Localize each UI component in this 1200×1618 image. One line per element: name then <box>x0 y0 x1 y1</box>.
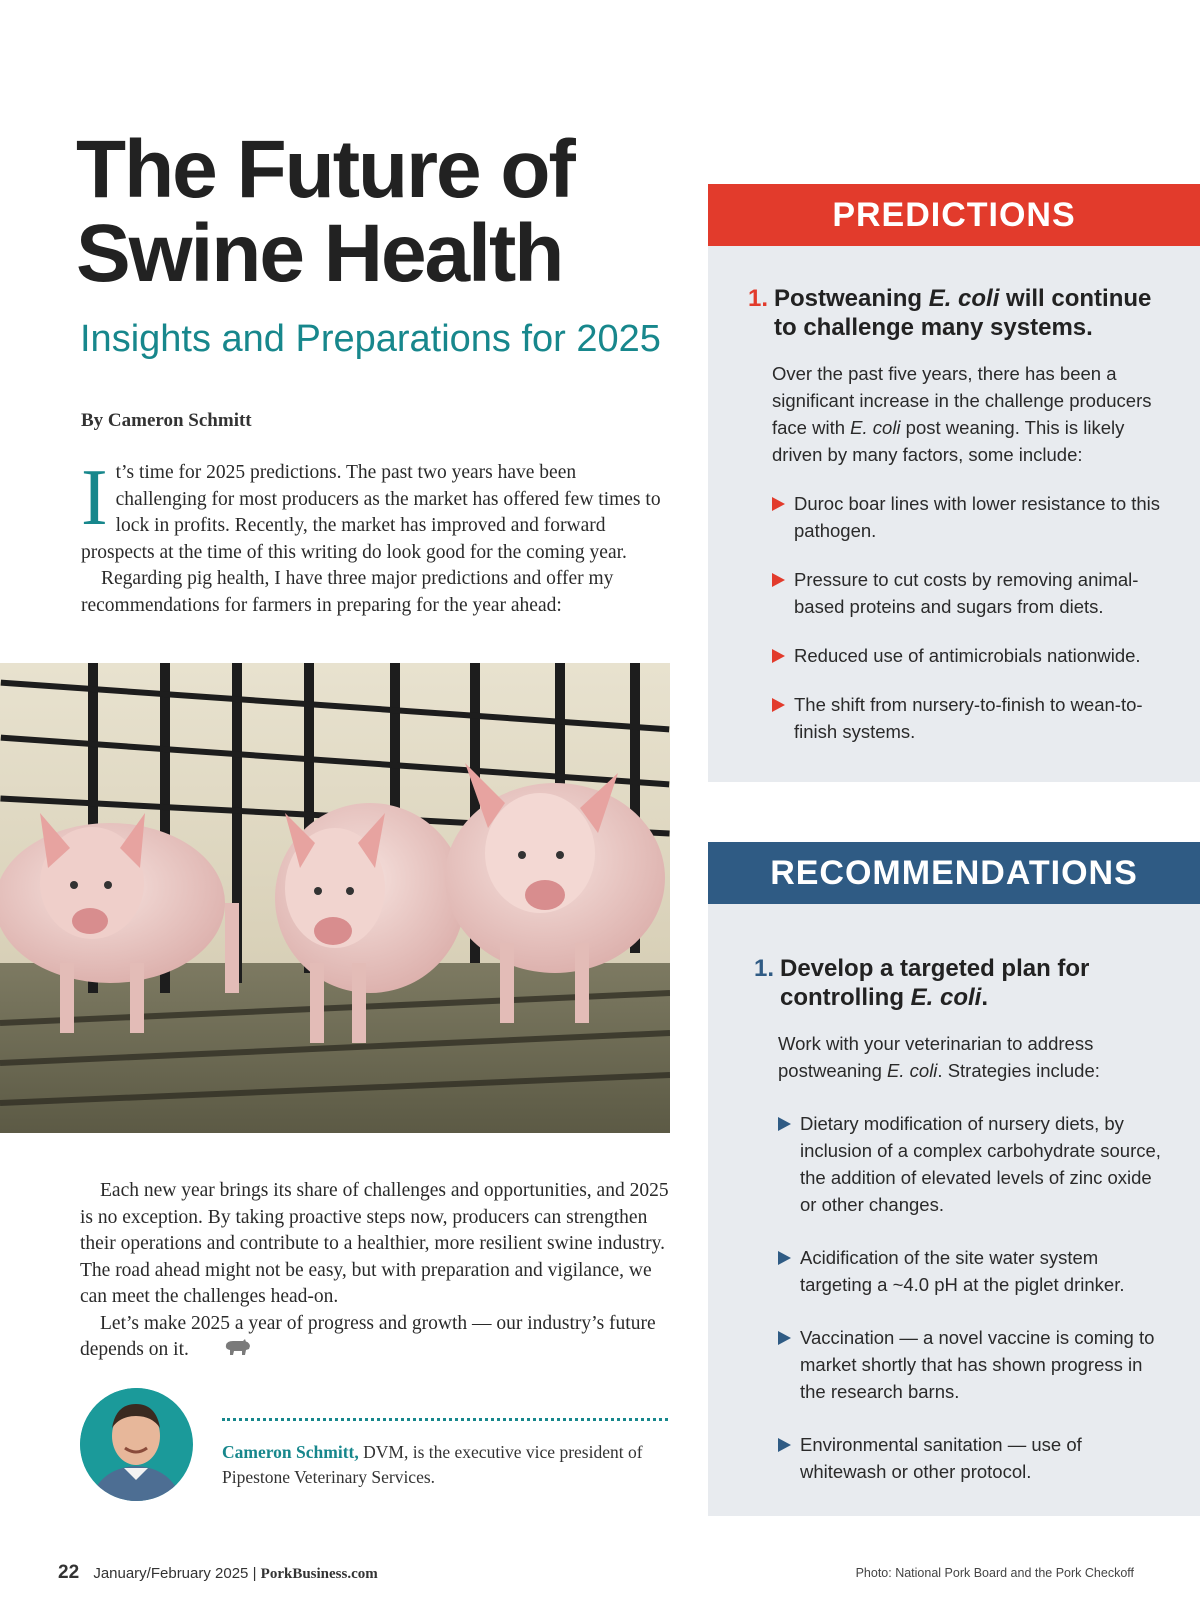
recommendation-bullet <box>778 1244 1170 1298</box>
prediction-title-part-1: Postweaning <box>774 285 929 312</box>
triangle-bullet-icon <box>778 1117 791 1131</box>
prediction-number: 1. <box>748 285 769 312</box>
triangle-bullet-icon <box>772 698 785 712</box>
page-footer <box>58 1562 378 1584</box>
recommendations-panel <box>708 842 1200 1516</box>
prediction-bullets <box>772 490 1170 745</box>
author-avatar <box>80 1388 193 1501</box>
page-number: 22 <box>58 1562 80 1583</box>
closing-paragraph-1: Each new year brings its share of challenges and opportunities, and 2025 is no exception. By taking proactive steps now, producers can strengthen their operations and contribute to a healthier, more resilient swine industry. The road ahead might not be easy, but with preparation and vigilance, we can meet the challenges head-on. <box>80 1180 669 1307</box>
prediction-item-title <box>748 284 1170 342</box>
recommendation-title-emphasis: E. coli <box>910 984 982 1011</box>
issue-date: January/February 2025 <box>93 1565 249 1582</box>
bullet-text: Reduced use of antimicrobials nationwide. <box>794 645 1141 666</box>
recommendation-number: 1. <box>754 955 775 982</box>
pig-icon <box>203 1339 251 1366</box>
recommendation-title-part-2: . <box>981 984 989 1011</box>
triangle-bullet-icon <box>778 1438 791 1452</box>
intro-paragraph-1-text: t’s time for 2025 predictions. The past two years have been challenging for most producers as the market has offered few times to lock in profits. Recently, the market has improved and forward prospects at the time of this writing do look good for the coming year. <box>81 462 661 563</box>
bullet-text: Dietary modification of nursery diets, by inclusion of a complex carbohydrate source, the addition of elevated levels of zinc oxide or other changes. <box>800 1113 1161 1215</box>
prediction-title-part-2: will continue to challenge many systems. <box>774 285 1152 341</box>
author-bio <box>222 1440 662 1490</box>
triangle-bullet-icon <box>772 649 785 663</box>
prediction-text-part-2: post weaning. This is likely driven by many factors, some include: <box>772 417 1125 465</box>
intro-text <box>81 454 671 619</box>
prediction-bullet <box>772 566 1170 620</box>
divider <box>222 1418 668 1421</box>
footer-separator: | <box>252 1565 257 1582</box>
title-line-1: The Future of <box>76 124 574 215</box>
drop-cap: I <box>81 454 108 542</box>
closing-text <box>80 1178 680 1366</box>
intro-paragraph-2: Regarding pig health, I have three major predictions and offer my recommendations for farmers in preparing for the year ahead: <box>81 568 614 616</box>
triangle-bullet-icon <box>772 573 785 587</box>
recommendations-header: RECOMMENDATIONS <box>708 842 1200 904</box>
prediction-description <box>772 360 1170 468</box>
bullet-text: Vaccination — a novel vaccine is coming to market shortly that has shown progress in the research barns. <box>800 1327 1155 1402</box>
prediction-title-emphasis: E. coli <box>928 285 1000 312</box>
triangle-bullet-icon <box>778 1331 791 1345</box>
prediction-bullet <box>772 642 1170 669</box>
recommendation-bullet <box>778 1431 1170 1485</box>
bullet-text: Duroc boar lines with lower resistance to this pathogen. <box>794 493 1161 541</box>
recommendation-bullet <box>778 1110 1170 1218</box>
prediction-text-part-1: Over the past five years, there has been a significant increase in the challenge producers face with <box>772 363 1152 438</box>
closing-paragraph-2-text: Let’s make 2025 a year of progress and growth — our industry’s future depends on it. <box>80 1312 656 1360</box>
byline: By Cameron Schmitt <box>81 410 252 431</box>
photo-credit: Photo: National Pork Board and the Pork Checkoff <box>855 1566 1134 1580</box>
closing-paragraph-2 <box>80 1311 680 1366</box>
article-subtitle: Insights and Preparations for 2025 <box>80 318 661 360</box>
author-name: Cameron Schmitt, <box>222 1442 359 1462</box>
prediction-bullet <box>772 490 1170 544</box>
prediction-text-emphasis: E. coli <box>850 417 901 438</box>
recommendation-text-emphasis: E. coli <box>887 1060 938 1081</box>
triangle-bullet-icon <box>772 497 785 511</box>
recommendation-description <box>778 1030 1170 1084</box>
recommendation-item-title <box>754 954 1170 1012</box>
intro-paragraph-1 <box>81 454 671 566</box>
predictions-header: PREDICTIONS <box>708 184 1200 246</box>
recommendation-bullets <box>778 1110 1170 1485</box>
bullet-text: Pressure to cut costs by removing animal-based proteins and sugars from diets. <box>794 569 1139 617</box>
piglets-photo <box>0 663 670 1133</box>
triangle-bullet-icon <box>778 1251 791 1265</box>
recommendation-text-part-2: . Strategies include: <box>937 1060 1100 1081</box>
author-bio-text: DVM, is the executive vice president of Pipestone Veterinary Services. <box>222 1442 643 1487</box>
recommendation-title-part-1: Develop a targeted plan for controlling <box>780 955 1090 1011</box>
prediction-bullet <box>772 691 1170 745</box>
bullet-text: The shift from nursery-to-finish to wean-to-finish systems. <box>794 694 1143 742</box>
predictions-panel <box>708 184 1200 782</box>
recommendation-bullet <box>778 1324 1170 1405</box>
title-line-2: Swine Health <box>76 208 563 299</box>
site-link[interactable]: PorkBusiness.com <box>260 1566 378 1582</box>
bullet-text: Environmental sanitation — use of whitewash or other protocol. <box>800 1434 1082 1482</box>
bullet-text: Acidification of the site water system targeting a ~4.0 pH at the piglet drinker. <box>800 1247 1125 1295</box>
article-title <box>76 124 676 299</box>
recommendation-text-part-1: Work with your veterinarian to address postweaning <box>778 1033 1094 1081</box>
